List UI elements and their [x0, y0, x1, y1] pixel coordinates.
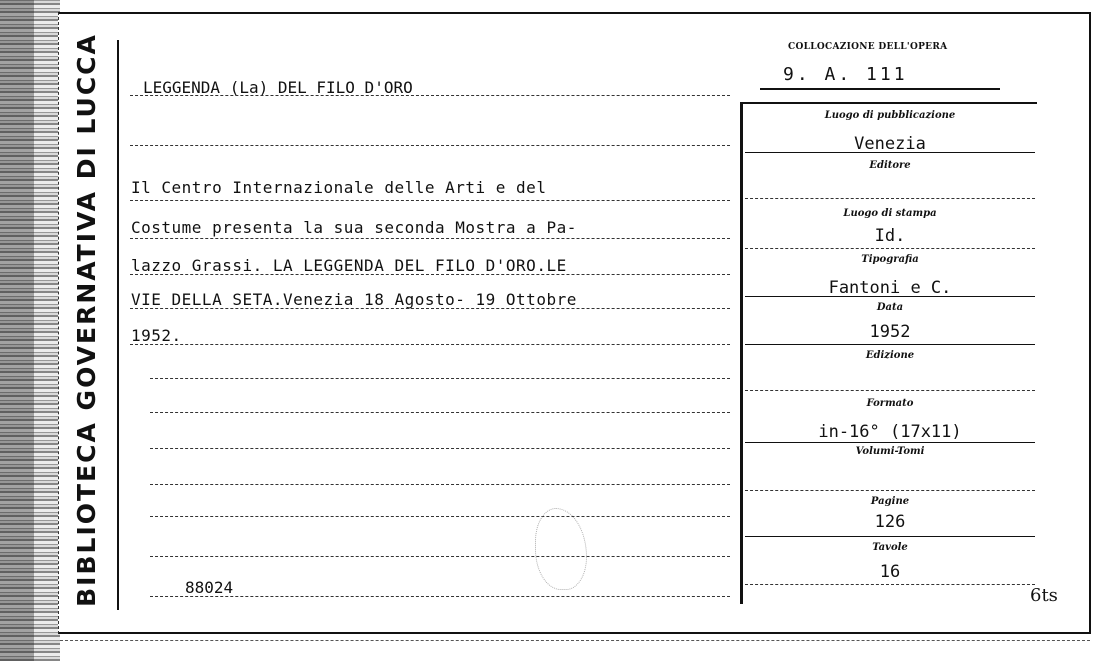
rule [150, 448, 730, 449]
field-value: Venezia [854, 134, 926, 154]
rule [745, 536, 1035, 537]
rule [150, 516, 730, 517]
rule [150, 378, 730, 379]
left-margin-rule [117, 40, 119, 610]
library-name: BIBLIOTECA GOVERNATIVA DI LUCCA [72, 33, 101, 607]
description-line: Costume presenta la sua seconda Mostra a Pa- [131, 218, 577, 237]
field-label: Edizione [865, 350, 915, 361]
field-label: Pagine [870, 496, 910, 507]
rule [130, 274, 730, 275]
rule [745, 198, 1035, 199]
field-value: 16 [879, 562, 901, 582]
rule-collocazione [760, 88, 1000, 90]
field-label: Formato [866, 398, 914, 409]
rule [130, 308, 730, 309]
rule [745, 248, 1035, 249]
rule [130, 145, 730, 146]
scan-bottom-edge [60, 640, 1090, 641]
rule [745, 584, 1035, 585]
field-label: Tipografia [861, 254, 919, 265]
field-label: Data [876, 302, 904, 313]
description-line: Il Centro Internazionale delle Arti e del [131, 178, 547, 197]
collocazione-value: 9. A. 111 [783, 64, 908, 85]
rule [745, 442, 1035, 443]
card-title: LEGGENDA (La) DEL FILO D'ORO [143, 78, 413, 97]
field-value: Id. [874, 226, 906, 246]
field-label: Luogo di stampa [843, 208, 937, 219]
rule [745, 490, 1035, 491]
field-label: Tavole [872, 542, 908, 553]
description-line: VIE DELLA SETA.Venezia 18 Agosto- 19 Ottobre [131, 290, 577, 309]
description-line: 1952. [131, 326, 182, 345]
rule [130, 344, 730, 345]
handwritten-margin-note: 6ts [1030, 585, 1058, 606]
rule [150, 412, 730, 413]
scan-edge-shadow [0, 0, 34, 661]
rule [150, 484, 730, 485]
rule [130, 238, 730, 239]
field-label: Volumi-Tomi [855, 446, 925, 457]
field-value: Fantoni e C. [828, 278, 952, 298]
field-value: 126 [874, 512, 906, 532]
field-value: in-16° (17x11) [818, 422, 962, 442]
rule [745, 344, 1035, 345]
field-label: Luogo di pubblicazione [824, 110, 956, 121]
collocazione-label: COLLOCAZIONE DELL'OPERA [788, 42, 948, 52]
rule [130, 200, 730, 201]
rule [150, 556, 730, 557]
field-value: 1952 [869, 322, 911, 342]
rule [745, 390, 1035, 391]
rule [745, 296, 1035, 297]
field-label: Editore [869, 160, 911, 171]
rule-title [130, 95, 730, 96]
accession-number: 88024 [185, 578, 234, 597]
description-line: lazzo Grassi. LA LEGGENDA DEL FILO D'ORO.LE [131, 256, 567, 275]
rule [745, 152, 1035, 153]
rule [150, 596, 730, 597]
